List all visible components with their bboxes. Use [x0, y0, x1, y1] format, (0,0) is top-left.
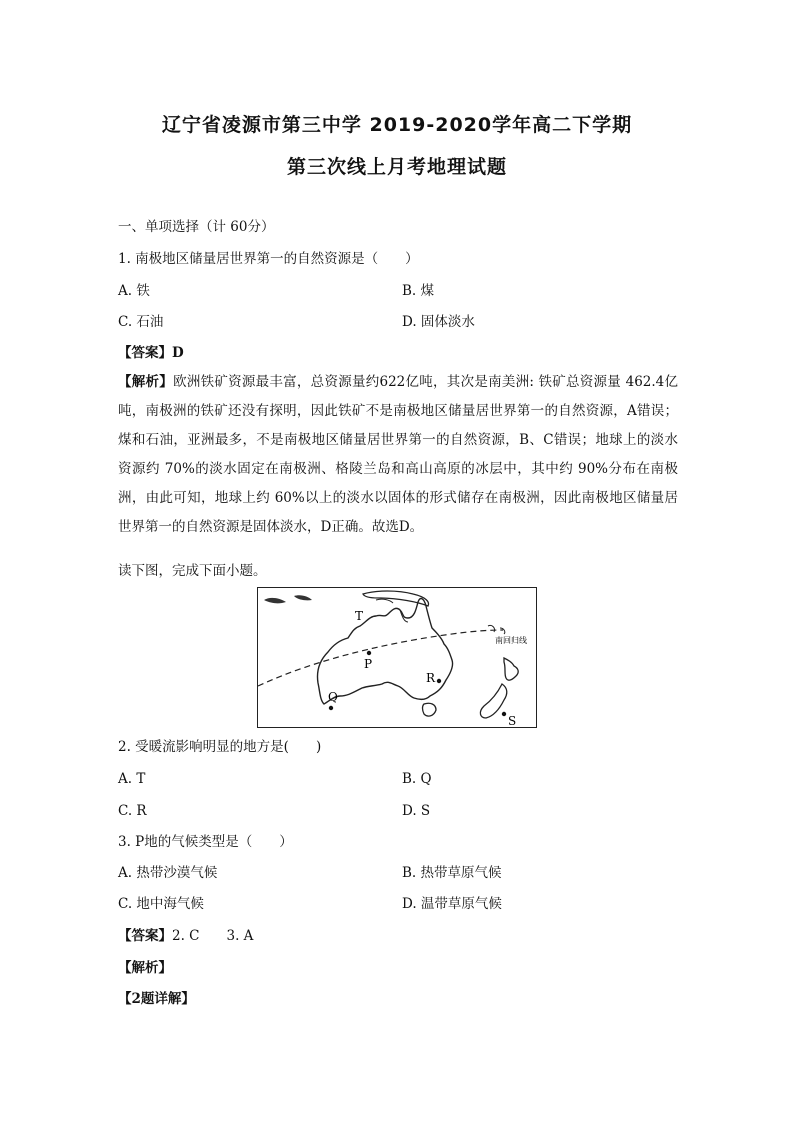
- q3-option-d: D. 温带草原气候: [402, 896, 502, 912]
- q2-option-a: A. T: [118, 771, 146, 787]
- label-p: P: [364, 657, 373, 671]
- point-r-marker: [437, 679, 441, 683]
- section-heading: 一、单项选择（计 60分）: [118, 219, 275, 235]
- q1-stem: 1. 南极地区储量居世界第一的自然资源是（ ）: [118, 251, 419, 267]
- analysis-heading: 【解析】: [118, 960, 172, 976]
- label-tropic: 南回归线: [495, 636, 527, 645]
- island-shape: [376, 599, 393, 603]
- australia-map: [257, 587, 537, 728]
- q1-answer: 【答案】D: [118, 345, 184, 361]
- new-zealand-north: [504, 658, 518, 680]
- q3-stem: 3. P地的气候类型是（ ）: [118, 834, 293, 850]
- page-title-line1: 辽宁省凌源市第三中学 2019-2020学年高二下学期: [161, 114, 633, 136]
- island-shape: [500, 628, 505, 634]
- q1-option-c: C. 石油: [118, 314, 164, 330]
- island-shape: [294, 595, 312, 600]
- label-r: R: [426, 671, 436, 685]
- q3-option-b: B. 热带草原气候: [402, 865, 502, 881]
- answers-label: 【答案】: [118, 928, 172, 944]
- q1-option-b: B. 煤: [402, 283, 435, 299]
- q2-option-c: C. R: [118, 803, 147, 819]
- label-q: Q: [328, 690, 338, 704]
- map-svg: [258, 588, 536, 727]
- analysis-text: 欧洲铁矿资源最丰富，总资源量约622亿吨，其次是南美洲: 铁矿总资源量 462.4亿吨，南极洲的铁矿还没有探明，因此铁矿不是南极地区储量居世界第一的自然资源，A错误；煤和石油，亚洲最多，不是南极地区储量居世界第一的自然资源，B、C错误；地球上的淡水资源约 70%的淡水固定在南极洲、格陵兰岛和高山高原的冰层中，其中约 90%分布在南极洲，由此可知，地球上约 60%以上的淡水以固体的形式储存在南极洲，因此南极地区储量居世界第一的自然资源是固体淡水，D正确。故选D。: [118, 374, 679, 535]
- q2-option-b: B. Q: [402, 771, 432, 787]
- australia-outline: [317, 599, 452, 704]
- island-shape: [488, 625, 495, 632]
- q3-option-a: A. 热带沙漠气候: [118, 865, 218, 881]
- answers-line: [118, 926, 253, 946]
- page-title-line2: 第三次线上月考地理试题: [286, 156, 507, 178]
- point-q-marker: [329, 706, 333, 710]
- q1-option-d: D. 固体淡水: [402, 314, 475, 330]
- q2-detail-heading: 【2题详解】: [118, 991, 195, 1007]
- q1-analysis: [118, 368, 678, 542]
- q3-option-c: C. 地中海气候: [118, 896, 204, 912]
- island-shape: [363, 591, 428, 606]
- label-t: T: [355, 609, 364, 623]
- point-s-marker: [502, 712, 506, 716]
- answers-value: 2. C 3. A: [172, 928, 254, 944]
- q2-option-d: D. S: [402, 803, 431, 819]
- island-shape: [264, 598, 286, 603]
- label-s: S: [508, 714, 517, 727]
- point-p-marker: [367, 651, 371, 655]
- tropic-of-capricorn-line: [258, 630, 503, 686]
- tasmania: [423, 703, 437, 716]
- q2-stem: 2. 受暖流影响明显的地方是( ): [118, 739, 322, 755]
- analysis-label: 【解析】: [118, 374, 174, 390]
- q1-option-a: A. 铁: [118, 283, 150, 299]
- map-intro: 读下图，完成下面小题。: [118, 563, 267, 579]
